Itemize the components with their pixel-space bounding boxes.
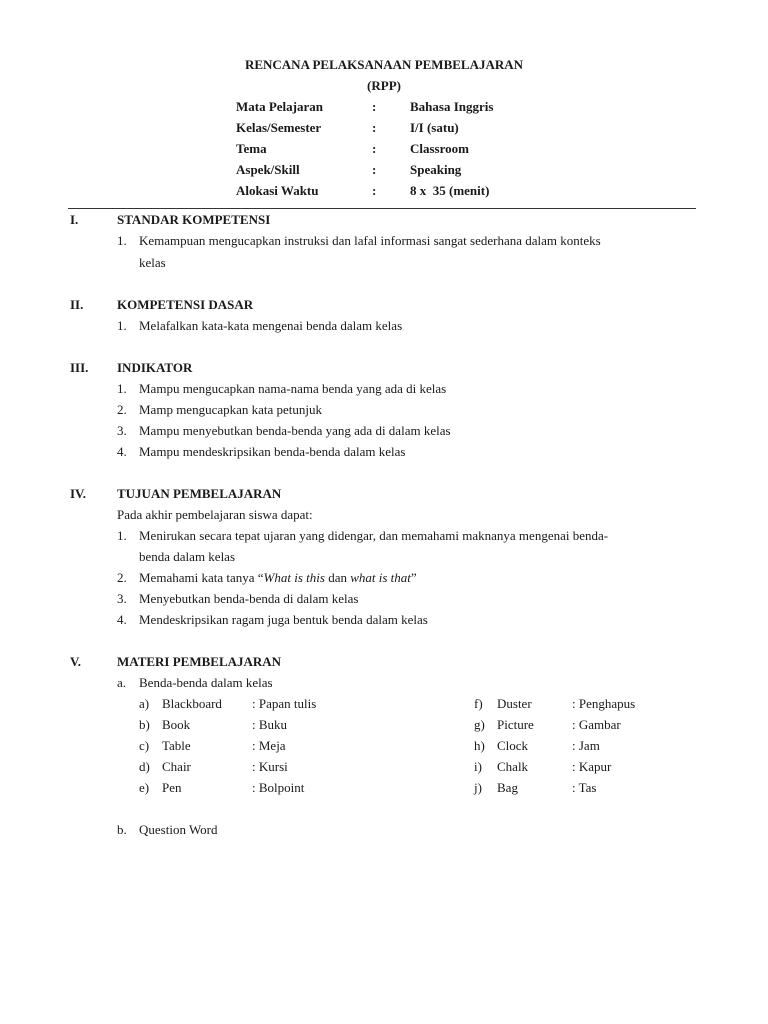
- vocab-letter: e): [139, 780, 150, 795]
- vocab-meaning: : Tas: [572, 780, 597, 795]
- item-text: Menirukan secara tepat ujaran yang didengar, dan memahami maknanya mengenai benda-: [139, 528, 609, 543]
- sub-letter: b.: [117, 822, 127, 837]
- item-number: 1.: [117, 318, 127, 333]
- header-sep: :: [372, 99, 377, 114]
- item-number: 1.: [117, 381, 127, 396]
- vocab-word: Chair: [162, 759, 191, 774]
- document-subtitle: (RPP): [367, 78, 401, 93]
- vocab-letter: b): [139, 717, 150, 732]
- section-number: II.: [70, 297, 84, 312]
- item-text: Mamp mengucapkan kata petunjuk: [139, 402, 323, 417]
- section-title: KOMPETENSI DASAR: [117, 297, 254, 312]
- item-text: Mampu menyebutkan benda-benda yang ada di dalam kelas: [139, 423, 451, 438]
- vocab-word: Picture: [497, 717, 534, 732]
- header-sep: :: [372, 141, 377, 156]
- vocab-word: Duster: [497, 696, 532, 711]
- header-label: Alokasi Waktu: [236, 183, 319, 198]
- item-number: 1.: [117, 528, 127, 543]
- header-sep: :: [372, 162, 377, 177]
- header-sep: :: [372, 183, 377, 198]
- vocab-word: Pen: [162, 780, 182, 795]
- document-title: RENCANA PELAKSANAAN PEMBELAJARAN: [244, 57, 524, 72]
- vocab-letter: h): [474, 738, 485, 753]
- item-text: Kemampuan mengucapkan instruksi dan lafal informasi sangat sederhana dalam konteks: [139, 233, 601, 248]
- header-value: 8 x 35 (menit): [410, 183, 490, 198]
- vocab-meaning: : Kursi: [252, 759, 288, 774]
- item-text: Mendeskripsikan ragam juga bentuk benda dalam kelas: [139, 612, 428, 627]
- vocab-letter: g): [474, 717, 485, 732]
- item-text-continued: kelas: [139, 255, 166, 270]
- section-number: V.: [70, 654, 81, 669]
- vocab-meaning: : Papan tulis: [252, 696, 317, 711]
- vocab-meaning: : Kapur: [572, 759, 612, 774]
- header-label: Kelas/Semester: [236, 120, 322, 135]
- vocab-letter: a): [139, 696, 150, 711]
- item-text-continued: benda dalam kelas: [139, 549, 236, 564]
- header-value: Bahasa Inggris: [410, 99, 494, 114]
- vocab-letter: c): [139, 738, 150, 753]
- section-title: INDIKATOR: [117, 360, 193, 375]
- item-text-mid: dan: [324, 570, 351, 585]
- vocab-letter: j): [474, 780, 482, 795]
- item-text-pre: Memahami kata tanya “: [139, 570, 264, 585]
- section-title: MATERI PEMBELAJARAN: [117, 654, 282, 669]
- item-text-post: ”: [410, 570, 417, 585]
- vocab-meaning: : Meja: [252, 738, 286, 753]
- section-title: TUJUAN PEMBELAJARAN: [117, 486, 282, 501]
- vocab-meaning: : Bolpoint: [252, 780, 305, 795]
- header-label: Aspek/Skill: [236, 162, 300, 177]
- sub-heading: Question Word: [139, 822, 218, 837]
- vocab-word: Table: [162, 738, 191, 753]
- vocab-meaning: : Buku: [252, 717, 288, 732]
- vocab-letter: i): [474, 759, 482, 774]
- section-number: IV.: [70, 486, 87, 501]
- section-title: STANDAR KOMPETENSI: [117, 212, 271, 227]
- vocab-meaning: : Gambar: [572, 717, 621, 732]
- question-phrase-that: what is that: [350, 570, 411, 585]
- item-text: [139, 570, 417, 586]
- sub-letter: a.: [117, 675, 127, 690]
- vocab-meaning: : Penghapus: [572, 696, 636, 711]
- section-number: I.: [70, 212, 79, 227]
- vocab-meaning: : Jam: [572, 738, 600, 753]
- item-number: 2.: [117, 570, 127, 585]
- header-divider: [68, 208, 696, 209]
- item-number: 4.: [117, 444, 127, 459]
- item-number: 1.: [117, 233, 127, 248]
- header-label: Tema: [236, 141, 267, 156]
- item-text: Melafalkan kata-kata mengenai benda dalam kelas: [139, 318, 403, 333]
- item-number: 3.: [117, 591, 127, 606]
- vocab-word: Chalk: [497, 759, 529, 774]
- question-phrase-this: What is this: [263, 570, 325, 585]
- header-sep: :: [372, 120, 377, 135]
- header-value: Speaking: [410, 162, 462, 177]
- item-number: 2.: [117, 402, 127, 417]
- sub-heading: Benda-benda dalam kelas: [139, 675, 273, 690]
- item-number: 3.: [117, 423, 127, 438]
- item-text: Mampu mendeskripsikan benda-benda dalam kelas: [139, 444, 406, 459]
- header-label: Mata Pelajaran: [236, 99, 324, 114]
- item-text: Mampu mengucapkan nama-nama benda yang ada di kelas: [139, 381, 447, 396]
- vocab-letter: f): [474, 696, 483, 711]
- vocab-word: Book: [162, 717, 191, 732]
- vocab-word: Blackboard: [162, 696, 222, 711]
- vocab-word: Bag: [497, 780, 518, 795]
- item-number: 4.: [117, 612, 127, 627]
- section-number: III.: [70, 360, 89, 375]
- vocab-letter: d): [139, 759, 150, 774]
- section-intro: Pada akhir pembelajaran siswa dapat:: [117, 507, 313, 522]
- item-text: Menyebutkan benda-benda di dalam kelas: [139, 591, 359, 606]
- vocab-word: Clock: [497, 738, 529, 753]
- header-value: Classroom: [410, 141, 469, 156]
- header-value: I/I (satu): [410, 120, 459, 135]
